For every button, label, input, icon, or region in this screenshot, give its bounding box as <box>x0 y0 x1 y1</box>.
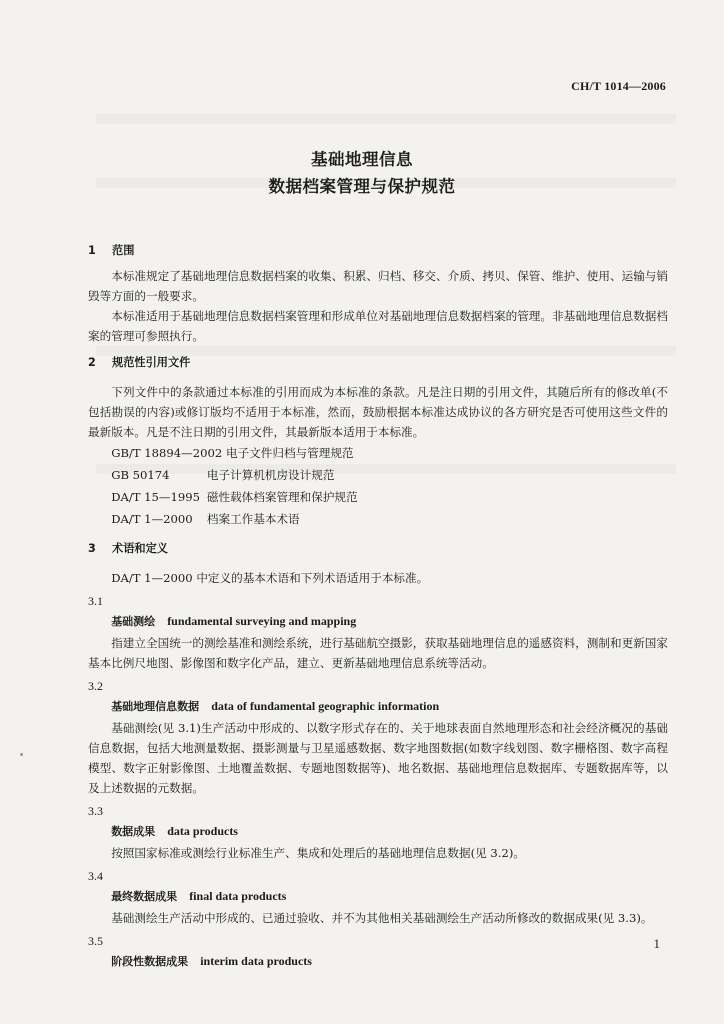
term-entry <box>88 820 668 843</box>
term-entry <box>88 950 668 973</box>
section-heading <box>88 242 668 260</box>
term-chinese: 基础地理信息数据 <box>111 700 200 713</box>
reference-title: 档案工作基本术语 <box>206 512 300 526</box>
reference-code: GB/T 18894—2002 <box>111 446 223 460</box>
title-line-1: 基础地理信息 <box>311 150 413 169</box>
section-heading <box>88 354 668 372</box>
term-definition: 基础测绘(见 3.1)生产活动中形成的、以数字形式存在的、关于地球表面自然地理形态和社会经济概况的基础信息数据，包括大地测量数据、摄影测量与卫星遥感数据、数字地图数据(如数字线划图、数字栅格图、数字高程模型、数字正射影像图、土地覆盖数据、专题地图数据等)、地名数据、基础地理信息数据库、专题数据库等，以及上述数据的元数据。 <box>88 721 668 795</box>
standard-code: CH/T 1014—2006 <box>571 79 666 93</box>
section-number: 3 <box>88 542 96 555</box>
show-through-text <box>96 114 676 124</box>
reference-item <box>88 464 668 486</box>
reference-item <box>88 486 668 508</box>
term-entry <box>88 610 668 633</box>
term-definition: 按照国家标准或测绘行业标准生产、集成和处理后的基础地理信息数据(见 3.2)。 <box>111 846 525 860</box>
term-chinese: 基础测绘 <box>111 615 156 628</box>
section-number: 1 <box>88 244 96 257</box>
reference-title: 磁性载体档案管理和保护规范 <box>206 490 358 504</box>
document-title <box>0 146 724 200</box>
section-title: 规范性引用文件 <box>112 356 191 369</box>
term-entry <box>88 885 668 908</box>
term-english: interim data products <box>200 954 312 968</box>
paragraph: 下列文件中的条款通过本标准的引用而成为本标准的条款。凡是注日期的引用文件，其随后所有的修改单(不包括勘误的内容)或修订版均不适用于本标准，然而，鼓励根据本标准达成协议的各方研究是否可使用这些文件的最新版本。凡是不注日期的引用文件，其最新版本适用于本标准。 <box>88 385 668 439</box>
term-definition: 指建立全国统一的测绘基准和测绘系统，进行基础航空摄影，获取基础地理信息的遥感资料，测制和更新国家基本比例尺地图、影像图和数字化产品，建立、更新基础地理信息系统等活动。 <box>88 636 668 670</box>
clause-number: 3.1 <box>88 594 103 608</box>
clause-number: 3.2 <box>88 679 103 693</box>
term-chinese: 最终数据成果 <box>111 890 178 903</box>
term-chinese: 数据成果 <box>111 825 156 838</box>
paragraph: 本标准规定了基础地理信息数据档案的收集、积累、归档、移交、介质、拷贝、保管、维护、使用、运输与销毁等方面的一般要求。 <box>88 269 668 303</box>
page-number: 1 <box>653 936 660 951</box>
term-definition: 基础测绘生产活动中形成的、已通过验收、并不为其他相关基础测绘生产活动所修改的数据成果(见 3.3)。 <box>111 911 653 925</box>
section-number: 2 <box>88 356 96 369</box>
reference-item <box>88 442 668 464</box>
document-body <box>88 236 668 973</box>
reference-item <box>88 508 668 530</box>
clause-number: 3.5 <box>88 934 103 948</box>
term-english: fundamental surveying and mapping <box>167 614 357 628</box>
reference-code: DA/T 15—1995 <box>111 490 201 504</box>
section-title: 术语和定义 <box>112 542 168 555</box>
term-english: data of fundamental geographic information <box>211 699 440 713</box>
section-heading <box>88 540 668 558</box>
section-title: 范围 <box>112 244 135 257</box>
paragraph: 本标准适用于基础地理信息数据档案管理和形成单位对基础地理信息数据档案的管理。非基础地理信息数据档案的管理可参照执行。 <box>88 309 668 343</box>
reference-code: GB 50174 <box>111 468 170 482</box>
term-chinese: 阶段性数据成果 <box>111 955 189 968</box>
scan-speck <box>20 753 23 756</box>
paragraph: DA/T 1—2000 中定义的基本术语和下列术语适用于本标准。 <box>111 571 429 585</box>
clause-number: 3.4 <box>88 869 103 883</box>
term-english: data products <box>167 824 238 838</box>
reference-title: 电子计算机机房设计规范 <box>206 468 335 482</box>
term-english: final data products <box>189 889 287 903</box>
reference-code: DA/T 1—2000 <box>111 512 193 526</box>
term-entry <box>88 695 668 718</box>
title-line-2: 数据档案管理与保护规范 <box>268 177 456 196</box>
reference-title: 电子文件归档与管理规范 <box>225 446 354 460</box>
clause-number: 3.3 <box>88 804 103 818</box>
